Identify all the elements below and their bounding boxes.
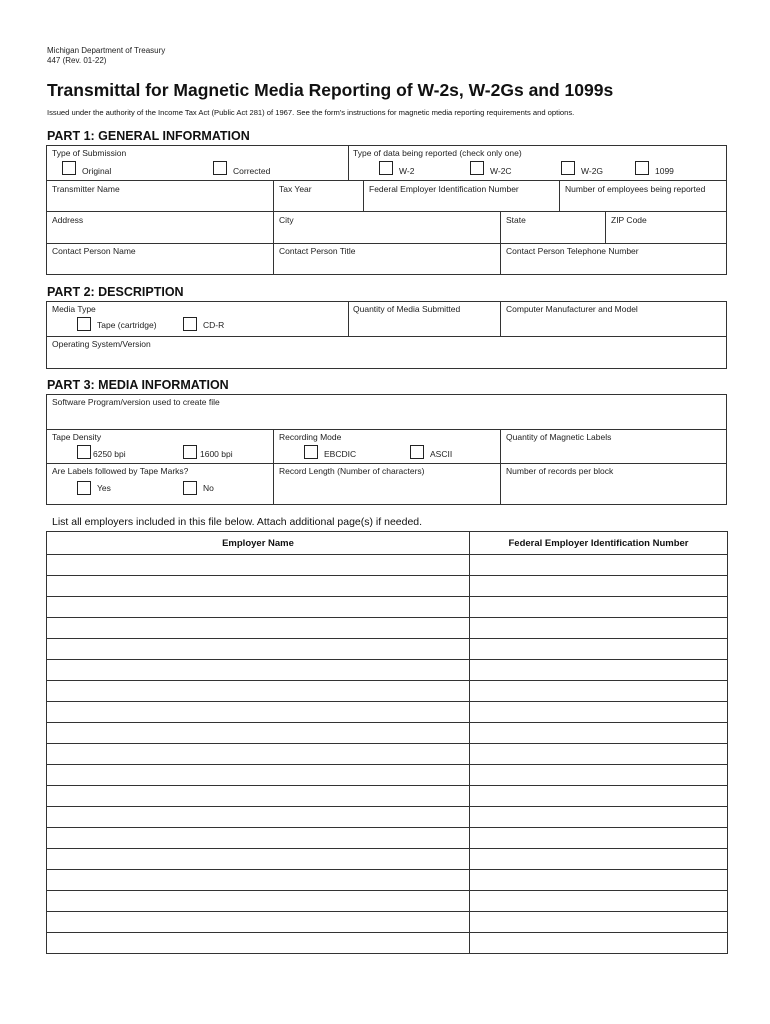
employer-fein-cell[interactable]	[470, 555, 728, 576]
1099-checkbox[interactable]	[635, 161, 649, 175]
employer-fein-cell[interactable]	[470, 597, 728, 618]
num-employees-field[interactable]: Number of employees being reported	[565, 184, 706, 194]
operating-system-field[interactable]: Operating System/Version	[52, 339, 151, 349]
no-checkbox[interactable]	[183, 481, 197, 495]
employer-fein-cell[interactable]	[470, 849, 728, 870]
employer-name-cell[interactable]	[47, 555, 470, 576]
labels-followed-label: Are Labels followed by Tape Marks?	[52, 466, 189, 476]
employers-table	[46, 531, 728, 954]
cdr-label: CD-R	[203, 320, 225, 330]
employer-fein-cell[interactable]	[470, 639, 728, 660]
magnetic-labels-field[interactable]: Quantity of Magnetic Labels	[506, 432, 612, 442]
tape-density-label: Tape Density	[52, 432, 102, 442]
w2c-checkbox[interactable]	[470, 161, 484, 175]
employer-name-cell[interactable]	[47, 912, 470, 933]
employer-name-cell[interactable]	[47, 891, 470, 912]
1099-label: 1099	[655, 166, 674, 176]
w2-label: W-2	[399, 166, 415, 176]
table-row	[47, 933, 728, 954]
type-of-submission-label: Type of Submission	[52, 148, 127, 158]
table-row	[47, 618, 728, 639]
contact-phone-field[interactable]: Contact Person Telephone Number	[506, 246, 639, 256]
tax-year-field[interactable]: Tax Year	[279, 184, 312, 194]
yes-checkbox[interactable]	[77, 481, 91, 495]
manufacturer-model-field[interactable]: Computer Manufacturer and Model	[506, 304, 638, 314]
employer-fein-cell[interactable]	[470, 765, 728, 786]
corrected-label: Corrected	[233, 166, 271, 176]
state-field[interactable]: State	[506, 215, 526, 225]
w2g-label: W-2G	[581, 166, 604, 176]
ebcdic-label: EBCDIC	[324, 449, 357, 459]
employer-name-cell[interactable]	[47, 765, 470, 786]
part2-heading: PART 2: DESCRIPTION	[47, 285, 184, 299]
employer-fein-cell[interactable]	[470, 828, 728, 849]
table-row	[47, 639, 728, 660]
employer-fein-cell[interactable]	[470, 744, 728, 765]
employer-name-cell[interactable]	[47, 723, 470, 744]
table-row	[47, 702, 728, 723]
part1-heading: PART 1: GENERAL INFORMATION	[47, 129, 250, 143]
employers-instruction: List all employers included in this file below. Attach additional page(s) if needed.	[52, 516, 423, 528]
table-row	[47, 723, 728, 744]
table-row	[47, 576, 728, 597]
employer-name-header: Employer Name	[47, 532, 470, 555]
6250-bpi-checkbox[interactable]	[77, 445, 91, 459]
table-row	[47, 891, 728, 912]
recording-mode-label: Recording Mode	[279, 432, 342, 442]
employer-fein-cell[interactable]	[470, 660, 728, 681]
table-row	[47, 870, 728, 891]
w2c-label: W-2C	[490, 166, 512, 176]
w2g-checkbox[interactable]	[561, 161, 575, 175]
table-row	[47, 828, 728, 849]
employers-table-body	[47, 555, 728, 954]
tape-cartridge-checkbox[interactable]	[77, 317, 91, 331]
ascii-label: ASCII	[430, 449, 453, 459]
ascii-checkbox[interactable]	[410, 445, 424, 459]
employer-name-cell[interactable]	[47, 933, 470, 954]
employer-fein-cell[interactable]	[470, 912, 728, 933]
transmitter-name-field[interactable]: Transmitter Name	[52, 184, 120, 194]
table-row	[47, 555, 728, 576]
employer-name-cell[interactable]	[47, 849, 470, 870]
employer-name-cell[interactable]	[47, 681, 470, 702]
table-row	[47, 681, 728, 702]
zip-code-field[interactable]: ZIP Code	[611, 215, 647, 225]
media-type-label: Media Type	[52, 304, 96, 314]
original-checkbox[interactable]	[62, 161, 76, 175]
table-row	[47, 912, 728, 933]
type-of-data-label: Type of data being reported (check only one)	[353, 148, 522, 158]
table-row	[47, 786, 728, 807]
employer-fein-cell[interactable]	[470, 681, 728, 702]
1600-bpi-label: 1600 bpi	[200, 449, 233, 459]
employer-fein-cell[interactable]	[470, 576, 728, 597]
cdr-checkbox[interactable]	[183, 317, 197, 331]
form-revision: 447 (Rev. 01-22)	[47, 56, 107, 65]
city-field[interactable]: City	[279, 215, 294, 225]
table-row	[47, 597, 728, 618]
tape-cartridge-label: Tape (cartridge)	[97, 320, 157, 330]
w2-checkbox[interactable]	[379, 161, 393, 175]
records-per-block-field[interactable]: Number of records per block	[506, 466, 614, 476]
table-row	[47, 765, 728, 786]
employer-name-cell[interactable]	[47, 639, 470, 660]
software-program-field[interactable]: Software Program/version used to create file	[52, 397, 220, 407]
form-subtitle: Issued under the authority of the Income Tax Act (Public Act 281) of 1967. See the form's instructions for magnetic media reporting requirements and options.	[47, 108, 575, 117]
original-label: Original	[82, 166, 112, 176]
employer-fein-cell[interactable]	[470, 933, 728, 954]
form-title: Transmittal for Magnetic Media Reporting of W-2s, W-2Gs and 1099s	[47, 80, 614, 100]
employer-name-cell[interactable]	[47, 828, 470, 849]
employer-fein-cell[interactable]	[470, 870, 728, 891]
employer-name-cell[interactable]	[47, 702, 470, 723]
employer-name-cell[interactable]	[47, 744, 470, 765]
employer-name-cell[interactable]	[47, 870, 470, 891]
table-row	[47, 849, 728, 870]
6250-bpi-label: 6250 bpi	[93, 449, 126, 459]
quantity-media-field[interactable]: Quantity of Media Submitted	[353, 304, 461, 314]
table-row	[47, 660, 728, 681]
corrected-checkbox[interactable]	[213, 161, 227, 175]
ebcdic-checkbox[interactable]	[304, 445, 318, 459]
employer-name-cell[interactable]	[47, 576, 470, 597]
employer-fein-cell[interactable]	[470, 807, 728, 828]
employer-name-cell[interactable]	[47, 618, 470, 639]
employer-name-cell[interactable]	[47, 597, 470, 618]
employer-fein-cell[interactable]	[470, 618, 728, 639]
fein-field[interactable]: Federal Employer Identification Number	[369, 184, 519, 194]
table-row	[47, 807, 728, 828]
employer-fein-cell[interactable]	[470, 786, 728, 807]
record-length-field[interactable]: Record Length (Number of characters)	[279, 466, 425, 476]
employer-fein-cell[interactable]	[470, 723, 728, 744]
department-name: Michigan Department of Treasury	[47, 46, 166, 55]
table-row	[47, 744, 728, 765]
1600-bpi-checkbox[interactable]	[183, 445, 197, 459]
contact-title-field[interactable]: Contact Person Title	[279, 246, 356, 256]
contact-name-field[interactable]: Contact Person Name	[52, 246, 136, 256]
employer-name-cell[interactable]	[47, 807, 470, 828]
no-label: No	[203, 483, 214, 493]
fein-header: Federal Employer Identification Number	[470, 532, 728, 555]
employer-name-cell[interactable]	[47, 786, 470, 807]
part3-heading: PART 3: MEDIA INFORMATION	[47, 378, 229, 392]
address-field[interactable]: Address	[52, 215, 84, 225]
employer-fein-cell[interactable]	[470, 702, 728, 723]
employer-fein-cell[interactable]	[470, 891, 728, 912]
employer-name-cell[interactable]	[47, 660, 470, 681]
yes-label: Yes	[97, 483, 111, 493]
